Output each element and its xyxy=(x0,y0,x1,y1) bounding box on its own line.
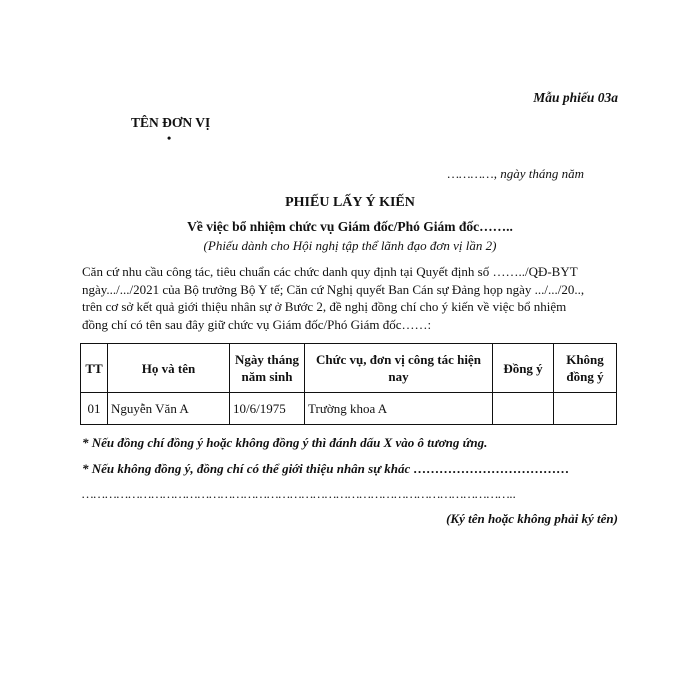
col-header-position: Chức vụ, đơn vị công tác hiện nay xyxy=(305,344,493,393)
col-header-tt: TT xyxy=(81,344,108,393)
cell-agree-checkbox[interactable] xyxy=(493,393,554,425)
col-header-agree: Đồng ý xyxy=(493,344,554,393)
col-header-dob: Ngày tháng năm sinh xyxy=(230,344,305,393)
mark-instruction-note: * Nếu đồng chí đồng ý hoặc không đồng ý thì đánh dấu X vào ô tương ứng. xyxy=(82,435,488,450)
intro-line-4: đồng chí có tên sau đây giữ chức vụ Giám đốc/Phó Giám đốc……: xyxy=(82,316,432,332)
cell-name: Nguyễn Văn A xyxy=(108,393,230,425)
candidate-table xyxy=(80,343,617,425)
form-title: PHIẾU LẤY Ý KIẾN xyxy=(285,195,415,210)
cell-dob: 10/6/1975 xyxy=(230,393,305,425)
signature-note: (Ký tên hoặc không phải ký tên) xyxy=(446,511,618,526)
cell-position: Trường khoa A xyxy=(305,393,493,425)
col-header-name: Họ và tên xyxy=(108,344,230,393)
date-line: …………, ngày tháng năm xyxy=(447,166,584,181)
table-row xyxy=(81,393,617,425)
table-header-row xyxy=(81,344,617,393)
intro-line-1: Căn cứ nhu cầu công tác, tiêu chuẩn các chức danh quy định tại Quyết định số ……../QĐ-BYT xyxy=(82,264,578,279)
intro-line-2: ngày.../.../2021 của Bộ trưởng Bộ Y tế; Căn cứ Nghị quyết Ban Cán sự Đảng họp ngày .../.../20.., xyxy=(82,281,585,297)
form-subject: Về việc bổ nhiệm chức vụ Giám đốc/Phó Giám đốc…….. xyxy=(187,219,513,234)
other-nominee-note: * Nếu không đồng ý, đồng chí có thể giới thiệu nhân sự khác ……………………………… xyxy=(82,461,570,476)
intro-line-3: trên cơ sở kết quả giới thiệu nhân sự ở Bước 2, đề nghị đồng chí cho ý kiến về việc bổ nhiệm xyxy=(82,299,567,314)
intro-paragraph xyxy=(82,263,618,333)
cell-tt: 01 xyxy=(81,393,108,425)
col-header-disagree: Không đồng ý xyxy=(554,344,617,393)
unit-name: TÊN ĐƠN VỊ xyxy=(131,115,211,130)
form-audience-note: (Phiếu dành cho Hội nghị tập thể lãnh đạo đơn vị lần 2) xyxy=(203,238,497,253)
unit-bullet: • xyxy=(167,131,172,145)
nominee-blank-line: ………………………………………………………………………………………………….. xyxy=(82,486,517,501)
form-code: Mẫu phiếu 03a xyxy=(533,90,618,105)
cell-disagree-checkbox[interactable] xyxy=(554,393,617,425)
